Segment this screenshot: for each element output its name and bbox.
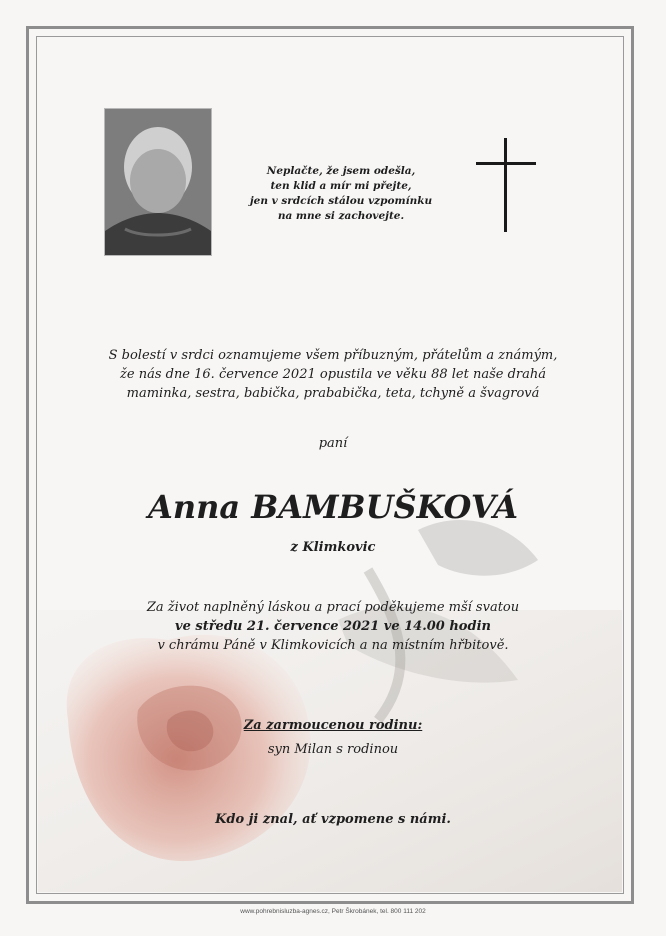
verse-line: Neplačte, že jsem odešla, [266, 165, 416, 177]
deceased-name: Anna BAMBUŠKOVÁ [147, 488, 519, 526]
verse-line: ten klid a mír mi přejte, [270, 180, 412, 192]
closing-line: Kdo ji znal, ať vzpomene s námi. [215, 812, 451, 827]
footer-contact: www.pohrebnisluzba-agnes.cz, Petr Škrobánek, tel. 800 111 202 [240, 908, 426, 915]
verse-line: jen v srdcích stálou vzpomínku [249, 195, 433, 207]
portrait-photo [104, 108, 212, 256]
announcement-line: že nás dne 16. července 2021 opustila ve věku 88 let naše drahá [120, 367, 546, 382]
cross-icon [474, 138, 538, 232]
verse-line: na mne si zachovejte. [277, 210, 405, 222]
salutation: paní [318, 436, 348, 451]
funeral-line: v chrámu Páně v Klimkovicích a na místním hřbitově. [157, 638, 509, 653]
funeral-line: Za život naplněný láskou a prací poděkujeme mší svatou [146, 600, 520, 615]
deceased-origin: z Klimkovic [290, 540, 376, 555]
funeral-date: ve středu 21. července 2021 ve 14.00 hodin [175, 619, 491, 634]
mourners-line: syn Milan s rodinou [267, 742, 399, 757]
verse-block [230, 164, 452, 224]
funeral-details [60, 598, 606, 655]
announcement-line: maminka, sestra, babička, prababička, teta, tchyně a švagrová [126, 386, 540, 401]
mourners-title: Za zarmoucenou rodinu: [243, 718, 423, 733]
announcement-text [60, 346, 606, 403]
announcement-line: S bolestí v srdci oznamujeme všem příbuzným, přátelům a známým, [108, 348, 558, 363]
